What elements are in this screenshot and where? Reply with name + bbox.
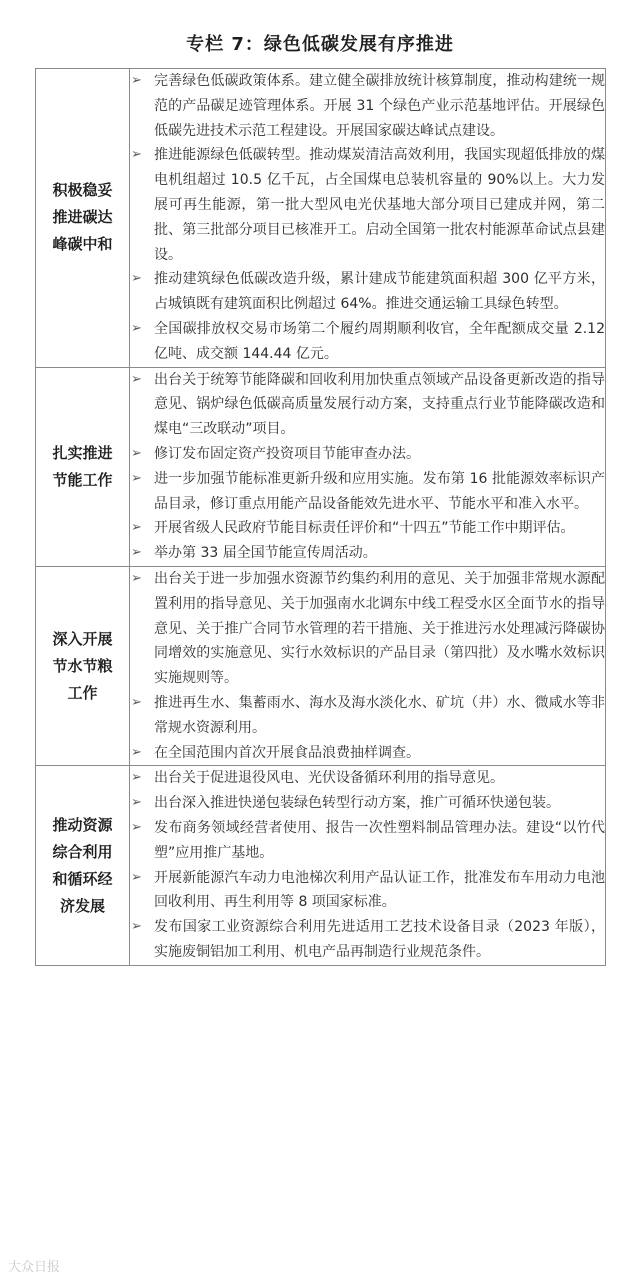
list-item-text: 全国碳排放权交易市场第二个履约周期顺利收官，全年配额成交量 2.12 亿吨、成交额 144.44 亿元。 <box>154 320 605 362</box>
list-item <box>130 69 605 143</box>
page-title: 专栏 7：绿色低碳发展有序推进 <box>186 34 454 55</box>
items-cell <box>130 766 606 965</box>
list-item <box>130 541 605 566</box>
diamond-arrow-icon: ➢ <box>131 470 142 486</box>
list-item-text: 出台关于进一步加强水资源节约集约利用的意见、关于加强非常规水源配置利用的指导意见、关于加强南水北调东中线工程受水区全面节水的指导意见、关于推广合同节水管理的若干措施、关于推进污水处理减污降碳协同增效的实施意见、实行水效标识的产品目录（第四批）及水嘴水效标识实施规则等。 <box>154 570 605 687</box>
category-label: 扎实推进 节能工作 <box>52 443 113 489</box>
category-label: 深入开展 节水节粮 工作 <box>52 629 113 702</box>
diamond-arrow-icon: ➢ <box>131 545 142 561</box>
list-item-text: 出台关于统筹节能降碳和回收利用加快重点领域产品设备更新改造的指导意见、锅炉绿色低碳高质量发展行动方案，支持重点行业节能降碳改造和煤电“三改联动”项目。 <box>154 371 605 438</box>
category-cell <box>36 367 130 566</box>
items-cell <box>130 367 606 566</box>
category-cell <box>36 69 130 368</box>
list-item-text: 进一步加强节能标准更新升级和应用实施。发布第 16 批能源效率标识产品目录，修订重点用能产品设备能效先进水平、节能水平和准入水平。 <box>154 470 605 512</box>
list-item-text: 发布商务领域经营者使用、报告一次性塑料制品管理办法。建设“以竹代塑”应用推广基地。 <box>154 819 605 861</box>
diamond-arrow-icon: ➢ <box>131 445 142 461</box>
items-cell <box>130 566 606 765</box>
category-cell <box>36 766 130 965</box>
list-item <box>130 368 605 442</box>
list-item <box>130 691 605 741</box>
list-item <box>130 741 605 766</box>
diamond-arrow-icon: ➢ <box>131 694 142 710</box>
list-item-text: 推进能源绿色低碳转型。推动煤炭清洁高效利用，我国实现超低排放的煤电机组超过 10.5 亿千瓦，占全国煤电总装机容量的 90%以上。大力发展可再生能源，第一批大型风电光伏基地大部分项目已建成并网，第二批、第三批部分项目已核准开工。启动全国第一批农村能源革命试点县建设。 <box>154 147 605 263</box>
list-item <box>130 143 605 267</box>
list-item <box>130 267 605 317</box>
list-item-text: 出台关于促进退役风电、光伏设备循环利用的指导意见。 <box>154 770 504 787</box>
section-row <box>36 766 606 965</box>
source-watermark: 大众日报 <box>8 1260 61 1275</box>
diamond-arrow-icon: ➢ <box>131 73 142 88</box>
list-item <box>130 516 605 541</box>
list-item <box>130 567 605 691</box>
list-item <box>130 317 605 367</box>
diamond-arrow-icon: ➢ <box>131 744 142 760</box>
diamond-arrow-icon: ➢ <box>131 520 142 536</box>
list-item-text: 在全国范围内首次开展食品浪费抽样调查。 <box>154 744 420 761</box>
list-item-text: 推动建筑绿色低碳改造升级，累计建成节能建筑面积超 300 亿平方米，占城镇既有建筑面积比例超过 64%。推进交通运输工具绿色转型。 <box>154 271 605 313</box>
list-item <box>130 766 605 791</box>
list-item <box>130 866 605 916</box>
list-item-text: 开展省级人民政府节能目标责任评价和“十四五”节能工作中期评估。 <box>154 520 575 537</box>
diamond-arrow-icon: ➢ <box>131 147 142 163</box>
list-item-text: 开展新能源汽车动力电池梯次利用产品认证工作，批准发布车用动力电池回收利用、再生利用等 8 项国家标准。 <box>154 869 605 911</box>
section-row <box>36 367 606 566</box>
category-label: 推动资源 综合利用 和循环经 济发展 <box>52 815 113 915</box>
diamond-arrow-icon: ➢ <box>131 869 142 885</box>
list-item-text: 修订发布固定资产投资项目节能审查办法。 <box>154 445 420 462</box>
list-item <box>130 791 605 816</box>
category-label: 积极稳妥 推进碳达 峰碳中和 <box>52 181 113 254</box>
diamond-arrow-icon: ➢ <box>131 819 142 835</box>
list-item-text: 完善绿色低碳政策体系。建立健全碳排放统计核算制度，推动构建统一规范的产品碳足迹管理体系。开展 31 个绿色产业示范基地评估。开展绿色低碳先进技术示范工程建设。开展国家碳达峰试点建设。 <box>154 73 605 139</box>
section-row <box>36 566 606 765</box>
diamond-arrow-icon: ➢ <box>131 371 142 387</box>
list-item-text: 发布国家工业资源综合利用先进适用工艺技术设备目录（2023 年版），实施废铜铝加工利用、机电产品再制造行业规范条件。 <box>154 919 605 960</box>
diamond-arrow-icon: ➢ <box>131 919 142 935</box>
diamond-arrow-icon: ➢ <box>131 320 142 336</box>
policy-table <box>35 68 606 966</box>
list-item-text: 出台深入推进快递包装绿色转型行动方案，推广可循环快递包装。 <box>154 795 560 812</box>
items-cell <box>130 69 606 368</box>
diamond-arrow-icon: ➢ <box>131 770 142 786</box>
list-item <box>130 915 605 965</box>
section-row <box>36 69 606 368</box>
diamond-arrow-icon: ➢ <box>131 271 142 287</box>
list-item <box>130 467 605 517</box>
category-cell <box>36 566 130 765</box>
list-item-text: 举办第 33 届全国节能宣传周活动。 <box>154 545 377 562</box>
diamond-arrow-icon: ➢ <box>131 570 142 586</box>
diamond-arrow-icon: ➢ <box>131 795 142 811</box>
list-item <box>130 442 605 467</box>
list-item-text: 推进再生水、集蓄雨水、海水及海水淡化水、矿坑（井）水、微咸水等非常规水资源利用。 <box>154 694 605 736</box>
list-item <box>130 816 605 866</box>
